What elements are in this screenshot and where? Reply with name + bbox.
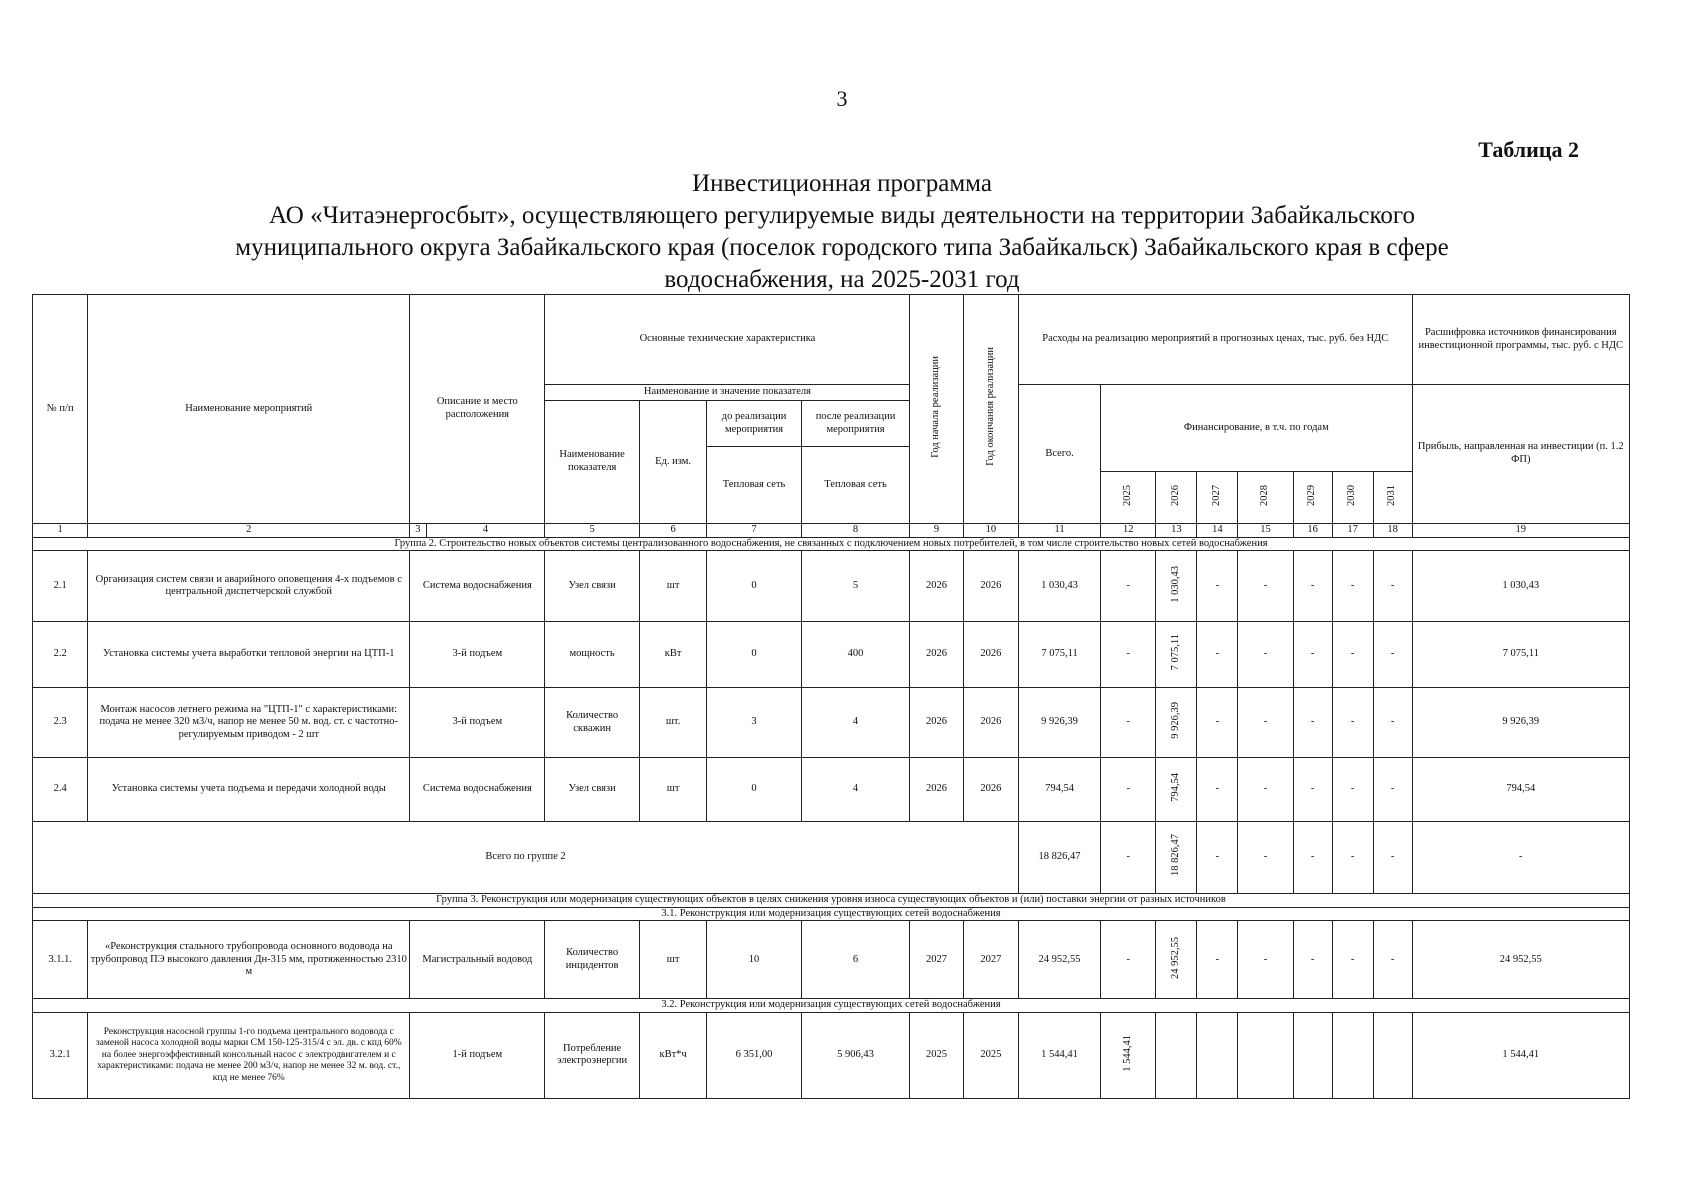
group-total-y2025: -	[1101, 822, 1156, 894]
header-year-2026	[1156, 472, 1197, 524]
header-year-2025	[1101, 472, 1156, 524]
row-y2030: -	[1332, 622, 1373, 688]
row-name: Организация систем связи и аварийного оповещения 4-х подъемов с центральной диспетчерской службой	[88, 551, 410, 622]
header-indicator-group: Наименование и значение показателя	[545, 385, 910, 401]
table-row	[33, 622, 1630, 688]
row-y2028: -	[1238, 622, 1293, 688]
year-2028-text: 2028	[1259, 484, 1271, 506]
row-num: 2.4	[33, 758, 88, 822]
group-total-y2027: -	[1197, 822, 1238, 894]
row-y2029: -	[1293, 551, 1332, 622]
row-location: 1-й подъем	[410, 1012, 545, 1098]
row-before: 3	[707, 688, 801, 758]
row-location: 3-й подъем	[410, 688, 545, 758]
row-y2030: -	[1332, 688, 1373, 758]
row-unit: шт	[639, 921, 707, 999]
col-num: 7	[707, 524, 801, 538]
group-total-profit: -	[1412, 822, 1629, 894]
group-total-y2029: -	[1293, 822, 1332, 894]
row-y2031	[1373, 1012, 1412, 1098]
col-num: 18	[1373, 524, 1412, 538]
row-after: 4	[801, 758, 910, 822]
page-number: 3	[836, 86, 848, 111]
row-indicator: Узел связи	[545, 758, 639, 822]
header-financing: Финансирование, в т.ч. по годам	[1101, 385, 1413, 472]
year-2031-text: 2031	[1386, 484, 1398, 506]
row-after: 4	[801, 688, 910, 758]
row-indicator: мощность	[545, 622, 639, 688]
year-2029-text: 2029	[1306, 484, 1318, 506]
col-num: 16	[1293, 524, 1332, 538]
row-y2025: -	[1101, 622, 1156, 688]
row-y2031: -	[1373, 688, 1412, 758]
subgroup-3-1-title: 3.1. Реконструкция или модернизация существующих сетей водоснабжения	[33, 907, 1630, 921]
header-start-year-text: Год начала реализации	[930, 355, 942, 458]
row-unit: кВт	[639, 622, 707, 688]
row-end-year: 2027	[963, 921, 1018, 999]
row-y2026	[1156, 551, 1197, 622]
row-y2026	[1156, 1012, 1197, 1098]
col-num: 6	[639, 524, 707, 538]
row-y2026	[1156, 622, 1197, 688]
row-end-year: 2026	[963, 551, 1018, 622]
row-profit: 9 926,39	[1412, 688, 1629, 758]
row-indicator: Потребление электроэнергии	[545, 1012, 639, 1098]
header-before: до реализации мероприятия	[707, 401, 801, 447]
row-y2025: -	[1101, 688, 1156, 758]
row-y2030	[1332, 1012, 1373, 1098]
row-start-year: 2026	[910, 688, 963, 758]
row-name: «Реконструкция стального трубопровода основного водовода на трубопровод ПЭ высокого давления Дн-315 мм, протяженностью 2310 м	[88, 921, 410, 999]
header-year-2030	[1332, 472, 1373, 524]
row-y2028: -	[1238, 921, 1293, 999]
subgroup-3-2-title: 3.2. Реконструкция или модернизация существующих сетей водоснабжения	[33, 999, 1630, 1013]
row-start-year: 2025	[910, 1012, 963, 1098]
row-name: Монтаж насосов летнего режима на "ЦТП-1" с характеристиками: подача не менее 320 м3/ч, напор не менее 50 м. вод. ст. с частотно-регулируемым приводом - 2 шт	[88, 688, 410, 758]
row-after: 5 906,43	[801, 1012, 910, 1098]
col-num: 3	[410, 524, 426, 538]
row-profit: 1 030,43	[1412, 551, 1629, 622]
row-location: Магистральный водовод	[410, 921, 545, 999]
row-y2026	[1156, 688, 1197, 758]
header-name: Наименование мероприятий	[88, 295, 410, 524]
row-y2030: -	[1332, 921, 1373, 999]
row-before: 10	[707, 921, 801, 999]
row-y2028: -	[1238, 758, 1293, 822]
header-end-year	[963, 295, 1018, 524]
row-after: 6	[801, 921, 910, 999]
header-profit: Прибыль, направленная на инвестиции (п. 1.2 ФП)	[1412, 385, 1629, 524]
header-year-2029	[1293, 472, 1332, 524]
row-unit: шт.	[639, 688, 707, 758]
row-after: 400	[801, 622, 910, 688]
row-indicator: Количество инцидентов	[545, 921, 639, 999]
header-year-2027	[1197, 472, 1238, 524]
group-total-row	[33, 822, 1630, 894]
col-num: 15	[1238, 524, 1293, 538]
row-name: Установка системы учета выработки тепловой энергии на ЦТП-1	[88, 622, 410, 688]
row-profit: 7 075,11	[1412, 622, 1629, 688]
col-num: 9	[910, 524, 963, 538]
group-total-label: Всего по группе 2	[33, 822, 1019, 894]
row-y2026-text: 794,54	[1170, 772, 1182, 802]
col-num: 10	[963, 524, 1018, 538]
row-y2031: -	[1373, 758, 1412, 822]
col-num: 1	[33, 524, 88, 538]
header-tech: Основные технические характеристика	[545, 295, 910, 385]
row-y2029: -	[1293, 622, 1332, 688]
row-y2027: -	[1197, 758, 1238, 822]
table-row	[33, 1012, 1630, 1098]
row-y2027: -	[1197, 688, 1238, 758]
row-end-year: 2026	[963, 622, 1018, 688]
row-start-year: 2026	[910, 551, 963, 622]
column-numbers-row	[33, 524, 1630, 538]
document-title	[60, 168, 1624, 296]
row-before: 0	[707, 622, 801, 688]
group-total-y2028: -	[1238, 822, 1293, 894]
row-y2031: -	[1373, 551, 1412, 622]
row-y2026	[1156, 921, 1197, 999]
group-total-sum: 18 826,47	[1019, 822, 1101, 894]
row-y2029	[1293, 1012, 1332, 1098]
row-y2030: -	[1332, 551, 1373, 622]
title-line-4: водоснабжения, на 2025-2031 год	[664, 266, 1020, 293]
row-location: Система водоснабжения	[410, 551, 545, 622]
row-total: 24 952,55	[1019, 921, 1101, 999]
row-y2026-text: 9 926,39	[1170, 702, 1182, 739]
row-start-year: 2026	[910, 758, 963, 822]
row-name: Реконструкция насосной группы 1-го подъема центрального водовода с заменой насоса холодной воды марки СМ 150-125-315/4 с эл. дв. с кпд 60% на более энергоэффективный консольный насос с электродвигателем и с характеристиками: подача не менее 200 м3/ч, напор не менее 32 м. вод. ст., кпд не менее 76%	[88, 1012, 410, 1098]
header-total: Всего.	[1019, 385, 1101, 524]
row-y2026-text: 7 075,11	[1170, 634, 1182, 671]
row-y2027: -	[1197, 921, 1238, 999]
row-total: 9 926,39	[1019, 688, 1101, 758]
header-indicator-name: Наименование показателя	[545, 401, 639, 524]
header-description: Описание и место расположения	[410, 295, 545, 524]
row-y2031: -	[1373, 921, 1412, 999]
row-y2026	[1156, 758, 1197, 822]
group-total-y2026-text: 18 826,47	[1170, 834, 1182, 877]
row-y2029: -	[1293, 688, 1332, 758]
header-unit: Ед. изм.	[639, 401, 707, 524]
col-num: 8	[801, 524, 910, 538]
row-y2029: -	[1293, 758, 1332, 822]
row-before: 0	[707, 758, 801, 822]
row-unit: кВт*ч	[639, 1012, 707, 1098]
col-num: 5	[545, 524, 639, 538]
col-num: 2	[88, 524, 410, 538]
row-y2028	[1238, 1012, 1293, 1098]
year-2025-text: 2025	[1121, 484, 1133, 506]
row-num: 2.1	[33, 551, 88, 622]
header-after: после реализации мероприятия	[801, 401, 910, 447]
row-y2025: -	[1101, 551, 1156, 622]
row-start-year: 2026	[910, 622, 963, 688]
row-y2025	[1101, 1012, 1156, 1098]
row-y2028: -	[1238, 688, 1293, 758]
year-2030-text: 2030	[1346, 484, 1358, 506]
row-profit: 1 544,41	[1412, 1012, 1629, 1098]
row-y2027: -	[1197, 551, 1238, 622]
row-y2031: -	[1373, 622, 1412, 688]
row-location: Система водоснабжения	[410, 758, 545, 822]
row-y2027: -	[1197, 622, 1238, 688]
row-y2025: -	[1101, 921, 1156, 999]
header-year-2031	[1373, 472, 1412, 524]
header-num: № п/п	[33, 295, 88, 524]
title-line-1: Инвестиционная программа	[692, 170, 992, 197]
row-y2030: -	[1332, 758, 1373, 822]
row-unit: шт	[639, 551, 707, 622]
title-line-3: муниципального округа Забайкальского края (поселок городского типа Забайкальск) Забайкальского края в сфере	[235, 234, 1449, 261]
group-3-title: Группа 3. Реконструкция или модернизация существующих объектов в целях снижения уровня износа существующих объектов и (или) поставки энергии от разных источников	[33, 894, 1630, 908]
header-end-year-text: Год окончания реализации	[984, 347, 996, 467]
col-num: 19	[1412, 524, 1629, 538]
row-start-year: 2027	[910, 921, 963, 999]
row-before: 0	[707, 551, 801, 622]
group-total-y2026	[1156, 822, 1197, 894]
row-num: 2.2	[33, 622, 88, 688]
row-num: 3.1.1.	[33, 921, 88, 999]
table-row	[33, 688, 1630, 758]
table-label: Таблица 2	[1478, 137, 1579, 162]
row-y2025: -	[1101, 758, 1156, 822]
row-y2029: -	[1293, 921, 1332, 999]
row-y2026-text: 1 030,43	[1170, 565, 1182, 603]
row-num: 2.3	[33, 688, 88, 758]
header-sources: Расшифровка источников финансирования инвестиционной программы, тыс. руб. с НДС	[1412, 295, 1629, 385]
row-indicator: Количество скважин	[545, 688, 639, 758]
row-num: 3.2.1	[33, 1012, 88, 1098]
group-total-y2031: -	[1373, 822, 1412, 894]
header-before-value: Тепловая сеть	[707, 447, 801, 524]
row-after: 5	[801, 551, 910, 622]
col-num: 13	[1156, 524, 1197, 538]
row-total: 1 030,43	[1019, 551, 1101, 622]
col-num: 11	[1019, 524, 1101, 538]
row-y2025-text: 1 544,41	[1121, 1034, 1133, 1072]
row-total: 7 075,11	[1019, 622, 1101, 688]
header-expenses: Расходы на реализацию мероприятий в прогнозных ценах, тыс. руб. без НДС	[1019, 295, 1413, 385]
col-num: 14	[1197, 524, 1238, 538]
header-start-year	[910, 295, 963, 524]
header-year-2028	[1238, 472, 1293, 524]
row-total: 794,54	[1019, 758, 1101, 822]
title-line-2: АО «Читаэнергосбыт», осуществляющего регулируемые виды деятельности на территории Забайкальского	[268, 202, 1416, 229]
group-2-title: Группа 2. Строительство новых объектов системы централизованного водоснабжения, не связанных с подключением новых потребителей, в том числе строительство новых сетей водоснабжения	[33, 537, 1630, 551]
row-unit: шт	[639, 758, 707, 822]
row-name: Установка системы учета подъема и передачи холодной воды	[88, 758, 410, 822]
table-row	[33, 551, 1630, 622]
header-after-value: Тепловая сеть	[801, 447, 910, 524]
row-location: 3-й подъем	[410, 622, 545, 688]
row-y2026-text: 24 952,55	[1170, 936, 1182, 979]
row-y2028: -	[1238, 551, 1293, 622]
row-profit: 794,54	[1412, 758, 1629, 822]
col-num: 17	[1332, 524, 1373, 538]
row-end-year: 2026	[963, 758, 1018, 822]
col-num: 12	[1101, 524, 1156, 538]
row-profit: 24 952,55	[1412, 921, 1629, 999]
row-end-year: 2026	[963, 688, 1018, 758]
col-num: 4	[426, 524, 545, 538]
year-2027-text: 2027	[1211, 484, 1223, 506]
group-total-y2030: -	[1332, 822, 1373, 894]
row-indicator: Узел связи	[545, 551, 639, 622]
row-before: 6 351,00	[707, 1012, 801, 1098]
table-row	[33, 921, 1630, 999]
year-2026-text: 2026	[1170, 484, 1182, 506]
row-end-year: 2025	[963, 1012, 1018, 1098]
table-row	[33, 758, 1630, 822]
row-total: 1 544,41	[1019, 1012, 1101, 1098]
row-y2027	[1197, 1012, 1238, 1098]
investment-table	[32, 294, 1630, 1099]
